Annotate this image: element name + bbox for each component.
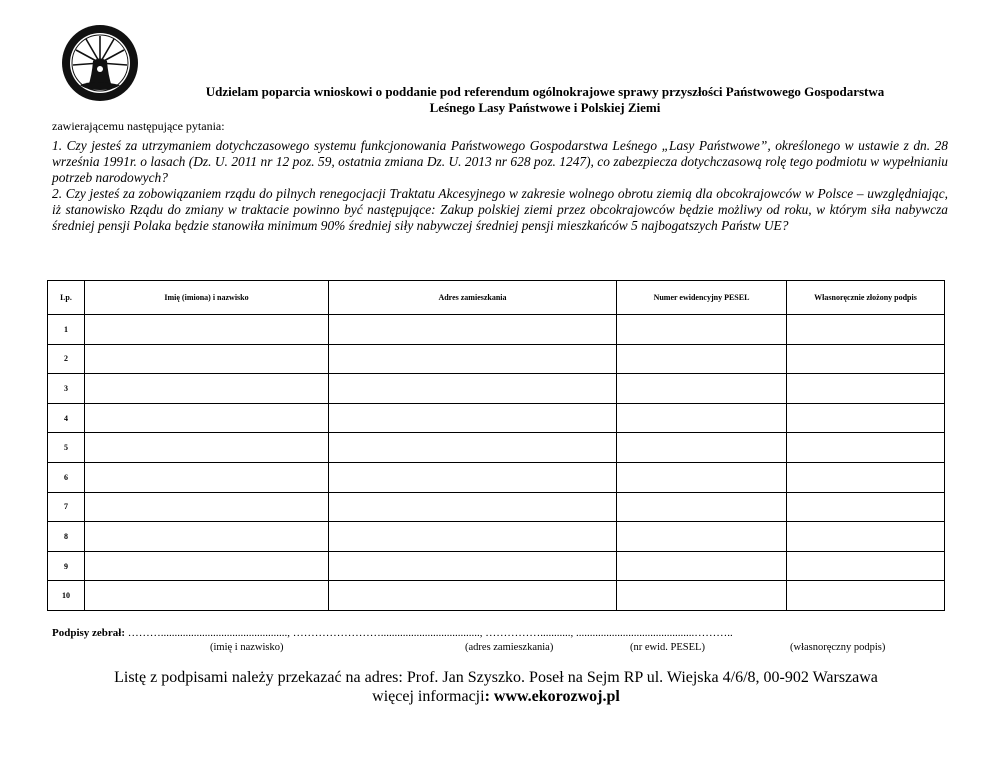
table-header-row <box>48 281 945 315</box>
signature-cell[interactable] <box>787 403 945 433</box>
signature-cell[interactable] <box>787 344 945 374</box>
name-cell[interactable] <box>85 581 329 611</box>
header-signature: Własnoręcznie złożony podpis <box>787 281 945 315</box>
address-cell[interactable] <box>329 374 617 404</box>
address-cell[interactable] <box>329 403 617 433</box>
header-address: Adres zamieszkania <box>329 281 617 315</box>
row-number: 8 <box>48 522 85 552</box>
name-cell[interactable] <box>85 315 329 345</box>
name-cell[interactable] <box>85 522 329 552</box>
address-cell[interactable] <box>329 551 617 581</box>
pesel-cell[interactable] <box>617 433 787 463</box>
name-cell[interactable] <box>85 492 329 522</box>
name-cell[interactable] <box>85 374 329 404</box>
title-line-2: Leśnego Lasy Państwowe i Polskiej Ziemi <box>429 100 661 115</box>
tree-stump-seal-icon <box>60 23 140 103</box>
signature-cell[interactable] <box>787 433 945 463</box>
name-cell[interactable] <box>85 433 329 463</box>
pesel-cell[interactable] <box>617 492 787 522</box>
hint-pesel: (nr ewid. PESEL) <box>630 642 705 653</box>
signature-cell[interactable] <box>787 462 945 492</box>
table-row <box>48 551 945 581</box>
pesel-cell[interactable] <box>617 315 787 345</box>
table-row <box>48 344 945 374</box>
table-row <box>48 462 945 492</box>
pesel-cell[interactable] <box>617 551 787 581</box>
row-number: 1 <box>48 315 85 345</box>
row-number: 10 <box>48 581 85 611</box>
footer-info <box>0 687 992 706</box>
row-number: 5 <box>48 433 85 463</box>
row-number: 6 <box>48 462 85 492</box>
header-name: Imię (imiona) i nazwisko <box>85 281 329 315</box>
intro-text: zawierającemu następujące pytania: <box>52 119 225 133</box>
signature-cell[interactable] <box>787 492 945 522</box>
signature-cell[interactable] <box>787 374 945 404</box>
row-number: 9 <box>48 551 85 581</box>
row-number: 7 <box>48 492 85 522</box>
collector-dots[interactable]: ……….............................................., ……………………...................................., ……………..........., ...........................................……….. <box>127 627 733 639</box>
address-cell[interactable] <box>329 433 617 463</box>
signature-cell[interactable] <box>787 581 945 611</box>
footer-address: Listę z podpisami należy przekazać na adres: Prof. Jan Szyszko. Poseł na Sejm RP ul. Wiejska 4/6/8, 00-902 Warszawa <box>114 669 878 686</box>
document-title <box>140 84 950 116</box>
pesel-cell[interactable] <box>617 374 787 404</box>
table-row <box>48 581 945 611</box>
table-row <box>48 433 945 463</box>
collector-line <box>52 627 952 640</box>
collector-hints <box>0 642 992 656</box>
signature-cell[interactable] <box>787 315 945 345</box>
footer <box>0 668 992 706</box>
name-cell[interactable] <box>85 462 329 492</box>
address-cell[interactable] <box>329 492 617 522</box>
collector-label: Podpisy zebrał: <box>52 627 126 639</box>
footer-info-colon: : <box>484 688 490 705</box>
referendum-questions <box>52 138 948 234</box>
pesel-cell[interactable] <box>617 344 787 374</box>
address-cell[interactable] <box>329 315 617 345</box>
row-number: 4 <box>48 403 85 433</box>
signature-table <box>47 280 945 611</box>
hint-name: (imię i nazwisko) <box>210 642 284 653</box>
header-pesel: Numer ewidencyjny PESEL <box>617 281 787 315</box>
table-row <box>48 315 945 345</box>
name-cell[interactable] <box>85 344 329 374</box>
pesel-cell[interactable] <box>617 522 787 552</box>
pesel-cell[interactable] <box>617 462 787 492</box>
signature-cell[interactable] <box>787 551 945 581</box>
title-line-1: Udzielam poparcia wnioskowi o poddanie pod referendum ogólnokrajowe sprawy przyszłości Państwowego Gospodarstwa <box>205 84 885 99</box>
name-cell[interactable] <box>85 403 329 433</box>
question-1: 1. Czy jesteś za utrzymaniem dotychczasowego systemu funkcjonowania Państwowego Gospodarstwa Leśnego „Lasy Państwowe”, określonego w ustawie z dn. 28 września 1991r. o lasach (Dz. U. 2011 nr 12 poz. 59, ostatnia zmiana Dz. U. 2013 nr 628 poz. 1247), co zabezpiecza dotychczasową rolę tego podmiotu w wypełnianiu potrzeb narodowych? <box>52 138 948 185</box>
website-link[interactable]: www.ekorozwoj.pl <box>493 688 620 705</box>
question-2: 2. Czy jesteś za zobowiązaniem rządu do pilnych renegocjacji Traktatu Akcesyjnego w zakresie wolnego obrotu ziemią dla obcokrajowców w Polsce – uwzględniając, iż stanowisko Rządu do zmiany w traktacie powinno być następujące: Zakup polskiej ziemi przez obcokrajowców będzie możliwy od roku, w którym siła nabywcza średniej pensji Polaka będzie stanowiła minimum 90% średniej siły nabywczej średniej pensji mieszkańców 5 najbogatszych Państw UE? <box>52 186 948 233</box>
hint-signature: (własnoręczny podpis) <box>790 642 886 653</box>
table-row <box>48 403 945 433</box>
name-cell[interactable] <box>85 551 329 581</box>
address-cell[interactable] <box>329 462 617 492</box>
pesel-cell[interactable] <box>617 581 787 611</box>
table-row <box>48 374 945 404</box>
table-row <box>48 492 945 522</box>
pesel-cell[interactable] <box>617 403 787 433</box>
address-cell[interactable] <box>329 581 617 611</box>
table-row <box>48 522 945 552</box>
address-cell[interactable] <box>329 522 617 552</box>
footer-info-label: więcej informacji <box>372 688 485 705</box>
row-number: 3 <box>48 374 85 404</box>
row-number: 2 <box>48 344 85 374</box>
signature-cell[interactable] <box>787 522 945 552</box>
hint-address: (adres zamieszkania) <box>465 642 554 653</box>
header-lp: Lp. <box>48 281 85 315</box>
address-cell[interactable] <box>329 344 617 374</box>
